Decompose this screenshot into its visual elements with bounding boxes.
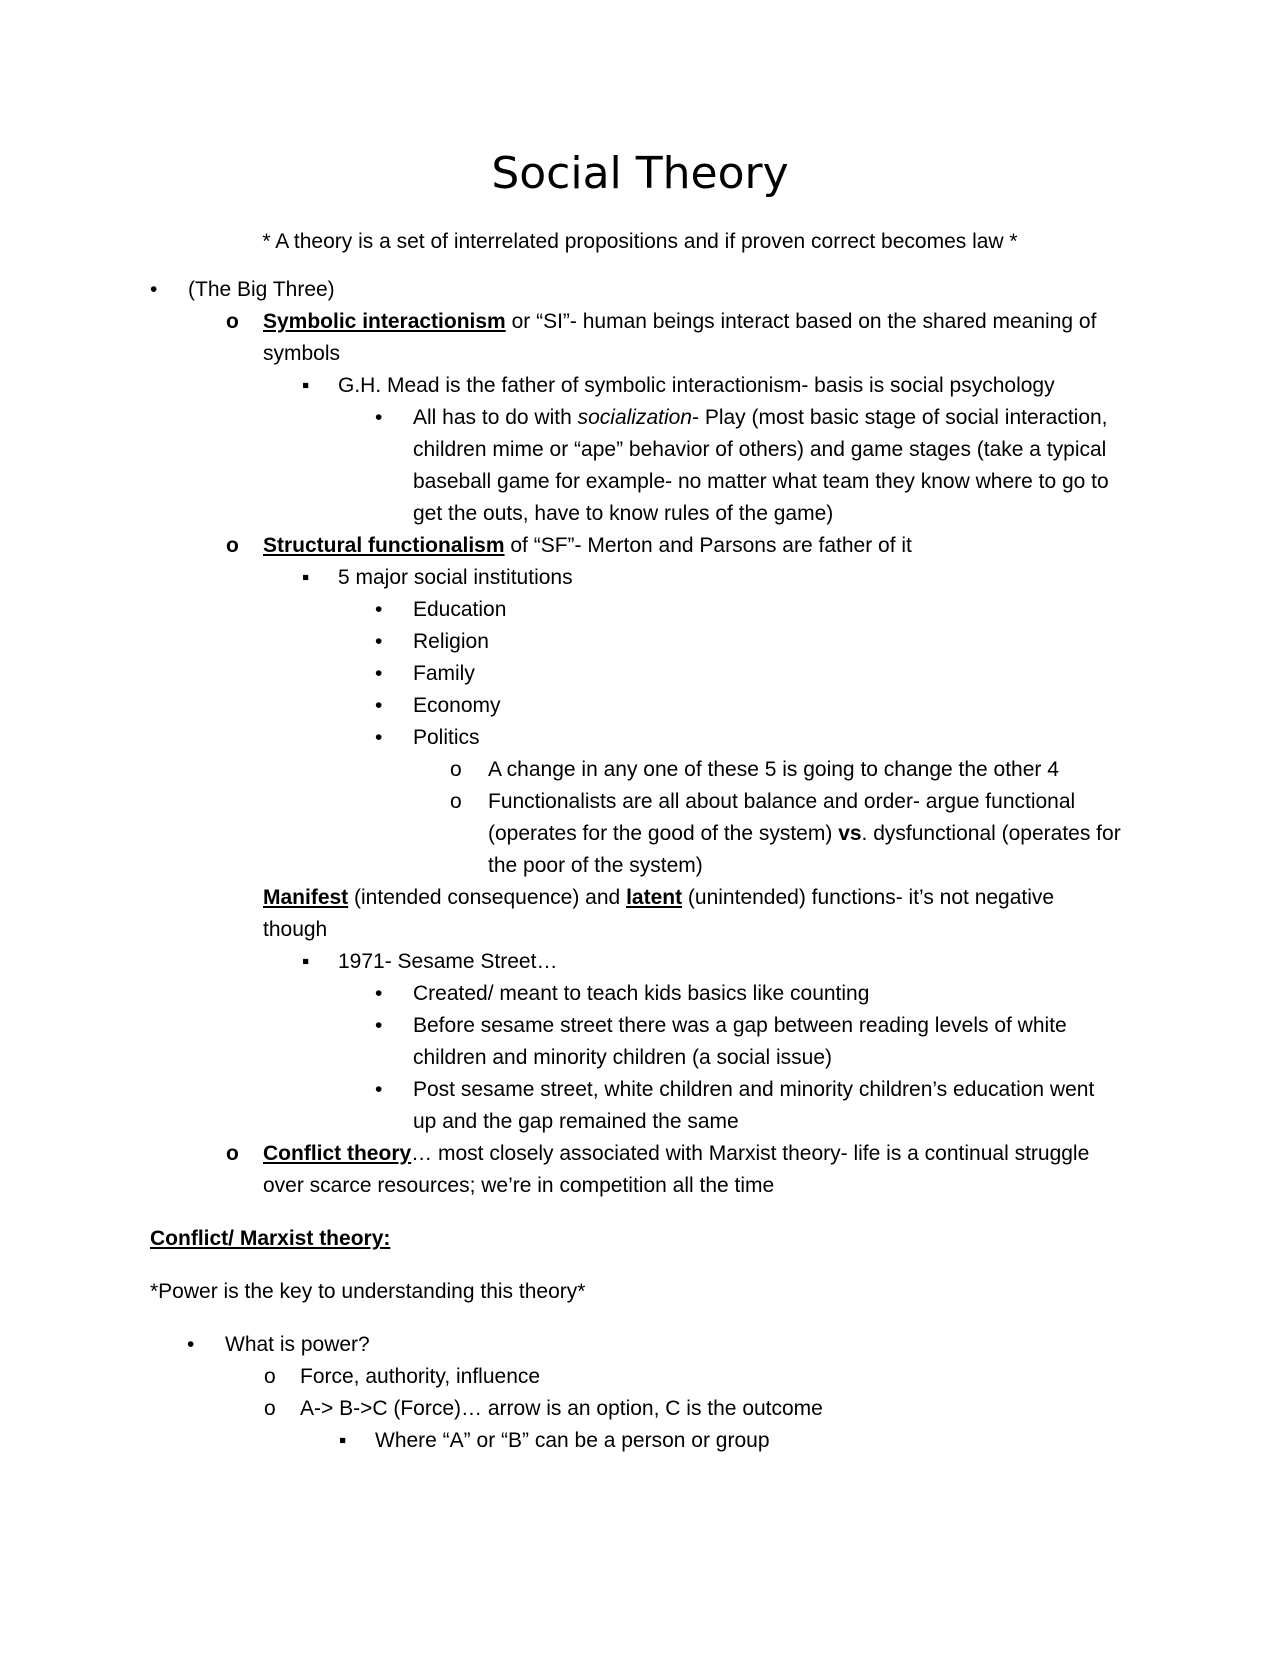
list-item-force: Force, authority, influence bbox=[300, 1365, 541, 1388]
text-continuation: baseball game for example- no matter what team they know where to go to bbox=[413, 470, 1109, 493]
disc-bullet: • bbox=[375, 662, 383, 685]
list-item-big-three: (The Big Three) bbox=[188, 278, 335, 301]
text-continuation: children and minority children (a social issue) bbox=[413, 1046, 833, 1069]
disc-bullet: • bbox=[375, 694, 383, 717]
term-socialization: socialization bbox=[577, 406, 692, 429]
text-continuation: the poor of the system) bbox=[488, 854, 703, 877]
list-item-family: Family bbox=[413, 662, 475, 685]
term-conflict-theory: Conflict theory bbox=[263, 1142, 412, 1165]
list-item-conflict-theory bbox=[263, 1138, 1089, 1170]
disc-bullet: • bbox=[375, 406, 383, 429]
text-span: - Play (most basic stage of social interaction, bbox=[692, 406, 1108, 429]
list-item-religion: Religion bbox=[413, 630, 489, 653]
text-continuation: symbols bbox=[263, 342, 341, 365]
list-item-what-power: What is power? bbox=[225, 1333, 370, 1356]
page-title: Social Theory bbox=[491, 148, 789, 199]
power-note: *Power is the key to understanding this theory* bbox=[150, 1280, 586, 1303]
disc-bullet: • bbox=[375, 726, 383, 749]
term-vs: vs bbox=[838, 822, 862, 845]
text-span: (unintended) functions- it’s not negative bbox=[682, 886, 1055, 909]
square-bullet: ▪ bbox=[302, 950, 310, 973]
text-span: All has to do with bbox=[413, 406, 578, 429]
list-item-socialization bbox=[413, 402, 1108, 434]
list-item-functionalists: Functionalists are all about balance and order- argue functional bbox=[488, 790, 1076, 813]
text-span: (operates for the good of the system) bbox=[488, 822, 839, 845]
list-item-change: A change in any one of these 5 is going to change the other 4 bbox=[488, 758, 1059, 781]
text-continuation: though bbox=[263, 918, 328, 941]
disc-bullet: • bbox=[187, 1333, 195, 1356]
term-symbolic-interactionism: Symbolic interactionism bbox=[263, 310, 506, 333]
list-item-politics: Politics bbox=[413, 726, 480, 749]
circle-bullet: o bbox=[264, 1365, 276, 1388]
text-continuation: get the outs, have to know rules of the game) bbox=[413, 502, 834, 525]
term-manifest: Manifest bbox=[263, 886, 349, 909]
list-item-education: Education bbox=[413, 598, 507, 621]
list-item-sesame-street: 1971- Sesame Street… bbox=[338, 950, 558, 973]
list-item-where: Where “A” or “B” can be a person or group bbox=[375, 1429, 770, 1452]
circle-bullet: o bbox=[264, 1397, 276, 1420]
list-item-symbolic-interactionism bbox=[263, 306, 1096, 338]
text-continuation: children mime or “ape” behavior of others) and game stages (take a typical bbox=[413, 438, 1107, 461]
text-span: (intended consequence) and bbox=[348, 886, 627, 909]
text-continuation: up and the gap remained the same bbox=[413, 1110, 739, 1133]
circle-bullet: o bbox=[226, 310, 239, 333]
list-item-structural-functionalism bbox=[263, 530, 912, 562]
disc-bullet: • bbox=[375, 982, 383, 1005]
circle-bullet: o bbox=[226, 534, 239, 557]
list-item-arrow: A-> B->C (Force)… arrow is an option, C is the outcome bbox=[300, 1397, 823, 1420]
list-item-mead: G.H. Mead is the father of symbolic interactionism- basis is social psychology bbox=[338, 374, 1055, 397]
disc-bullet: • bbox=[150, 278, 158, 301]
disc-bullet: • bbox=[375, 630, 383, 653]
text-span: … most closely associated with Marxist theory- life is a continual struggle bbox=[411, 1142, 1090, 1165]
list-item-economy: Economy bbox=[413, 694, 501, 717]
text-span: . dysfunctional (operates for bbox=[861, 822, 1121, 845]
list-item-created: Created/ meant to teach kids basics like counting bbox=[413, 982, 870, 1005]
square-bullet: ▪ bbox=[302, 566, 310, 589]
disc-bullet: • bbox=[375, 1078, 383, 1101]
paragraph-manifest-latent bbox=[263, 882, 1054, 914]
section-heading: Conflict/ Marxist theory: bbox=[150, 1227, 391, 1250]
disc-bullet: • bbox=[375, 1014, 383, 1037]
list-item-post-sesame: Post sesame street, white children and minority children’s education went bbox=[413, 1078, 1095, 1101]
text-span: of “SF”- Merton and Parsons are father of it bbox=[504, 534, 912, 557]
list-item-institutions: 5 major social institutions bbox=[338, 566, 573, 589]
square-bullet: ▪ bbox=[339, 1429, 347, 1452]
text-span: or “SI”- human beings interact based on the shared meaning of bbox=[505, 310, 1097, 333]
text-continuation: over scarce resources; we’re in competition all the time bbox=[263, 1174, 775, 1197]
circle-bullet: o bbox=[450, 758, 462, 781]
term-latent: latent bbox=[626, 886, 683, 909]
disc-bullet: • bbox=[375, 598, 383, 621]
text-continuation bbox=[488, 818, 1121, 850]
list-item-before-sesame: Before sesame street there was a gap between reading levels of white bbox=[413, 1014, 1067, 1037]
square-bullet: ▪ bbox=[302, 374, 310, 397]
page-subtitle: * A theory is a set of interrelated propositions and if proven correct becomes law * bbox=[262, 230, 1018, 253]
term-structural-functionalism: Structural functionalism bbox=[263, 534, 505, 557]
circle-bullet: o bbox=[226, 1142, 239, 1165]
circle-bullet: o bbox=[450, 790, 462, 813]
